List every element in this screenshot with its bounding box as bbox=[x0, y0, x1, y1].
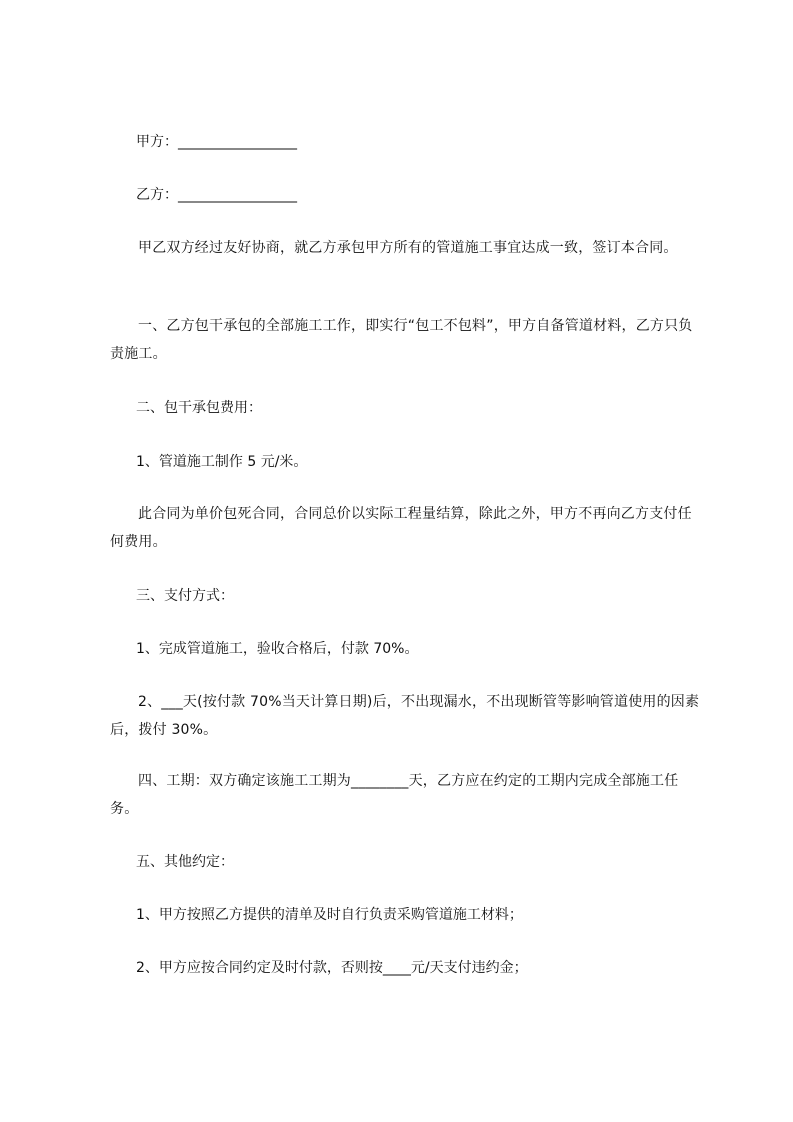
clause-5-item-2: 2、甲方应按合同约定及时付款，否则按____元/天支付违约金； bbox=[136, 960, 528, 976]
clause-3-item-2: 2、___天(按付款 70%当天计算日期)后，不出现漏水，不出现断管等影响管道使用的因素后，拨付 30%。 bbox=[110, 694, 700, 738]
party-b-line: 乙方：_________________ bbox=[136, 187, 297, 203]
intro-paragraph: 甲乙双方经过友好协商，就乙方承包甲方所有的管道施工事宜达成一致，签订本合同。 bbox=[138, 240, 678, 256]
clause-5-title: 五、其他约定： bbox=[136, 854, 234, 870]
clause-4-paragraph: 四、工期：双方确定该施工工期为________天，乙方应在约定的工期内完成全部施工任务。 bbox=[110, 773, 679, 817]
clause-5-item-1: 1、甲方按照乙方提供的清单及时自行负责采购管道施工材料； bbox=[136, 907, 523, 923]
clause-3-item-1: 1、完成管道施工，验收合格后，付款 70%。 bbox=[136, 641, 419, 657]
clause-2-item-1: 1、管道施工制作 5 元/米。 bbox=[136, 454, 308, 470]
party-a-line: 甲方：_________________ bbox=[136, 134, 297, 150]
clause-3-title: 三、支付方式： bbox=[136, 588, 234, 604]
clause-2-title: 二、包干承包费用： bbox=[136, 400, 262, 416]
clause-1-paragraph: 一、乙方包干承包的全部施工工作，即实行“包工不包料”，甲方自备管道材料，乙方只负责施工。 bbox=[110, 318, 693, 362]
clause-2-note: 此合同为单价包死合同，合同总价以实际工程量结算，除此之外，甲方不再向乙方支付任何费用。 bbox=[110, 506, 692, 550]
